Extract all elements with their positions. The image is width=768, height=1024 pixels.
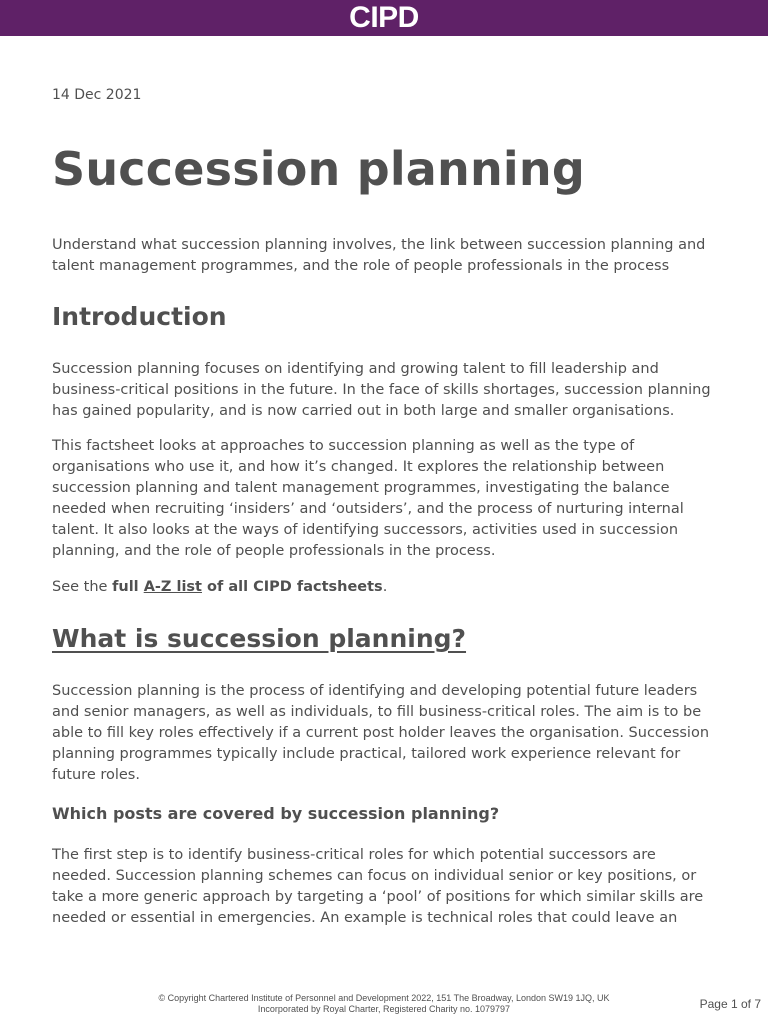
see-factsheets-line <box>52 577 717 598</box>
see-bold-full: full <box>112 579 144 595</box>
intro-paragraph-1: Succession planning focuses on identifying and growing talent to fill leadership and business-critical positions in the future. In the face of skills shortages, succession planning has gained popularity, and is now carried out in both large and smaller organisations. <box>52 361 711 419</box>
heading-what-is-succession-planning[interactable]: What is succession planning? <box>52 624 467 653</box>
what-paragraph-1: Succession planning is the process of identifying and developing potential future leaders and senior managers, as well as individuals, to fill business-critical roles. The aim is to be able to fill key roles effectively if a current post holder leaves the organisation. Succession planning programmes typically include practical, tailored work experience relevant for future roles. <box>52 683 710 783</box>
publish-date: 14 Dec 2021 <box>52 87 142 103</box>
copyright-footer <box>0 993 768 1015</box>
lede-paragraph: Understand what succession planning involves, the link between succession planning and talent management programmes, and the role of people professionals in the process <box>52 237 706 274</box>
page-title: Succession planning <box>52 142 585 196</box>
top-brand-bar <box>0 0 768 36</box>
page-number: Page 1 of 7 <box>699 997 761 1011</box>
az-list-link[interactable]: A-Z list <box>143 579 202 595</box>
see-prefix: See the <box>52 579 113 595</box>
intro-paragraph-2: This factsheet looks at approaches to succession planning as well as the type of organisations who use it, and how it’s changed. It explores the relationship between succession planning and talent management programmes, investigating the balance needed when recruiting ‘insiders’ and ‘outsiders’, and the process of nurturing internal talent. It also looks at the ways of identifying successors, activities used in succession planning, and the role of people professionals in the process. <box>52 438 684 559</box>
see-suffix: . <box>382 579 388 595</box>
heading-which-posts: Which posts are covered by succession planning? <box>52 804 500 823</box>
heading-introduction: Introduction <box>52 302 227 331</box>
see-bold-factsheets: of all CIPD factsheets <box>202 579 383 595</box>
posts-paragraph-1: The first step is to identify business-critical roles for which potential successors are needed. Succession planning schemes can focus on individual senior or key positions, or take a more generic approach by targeting a ‘pool’ of positions for which similar skills are needed or essential in emergencies. An example is technical roles that could leave an <box>52 847 704 926</box>
cipd-logo: CIPD <box>349 1 419 34</box>
footer-line-1: © Copyright Chartered Institute of Personnel and Development 2022, 151 The Broadway, London SW19 1JQ, UK <box>158 993 610 1003</box>
footer-line-2: Incorporated by Royal Charter, Registered Charity no. 1079797 <box>257 1004 511 1014</box>
